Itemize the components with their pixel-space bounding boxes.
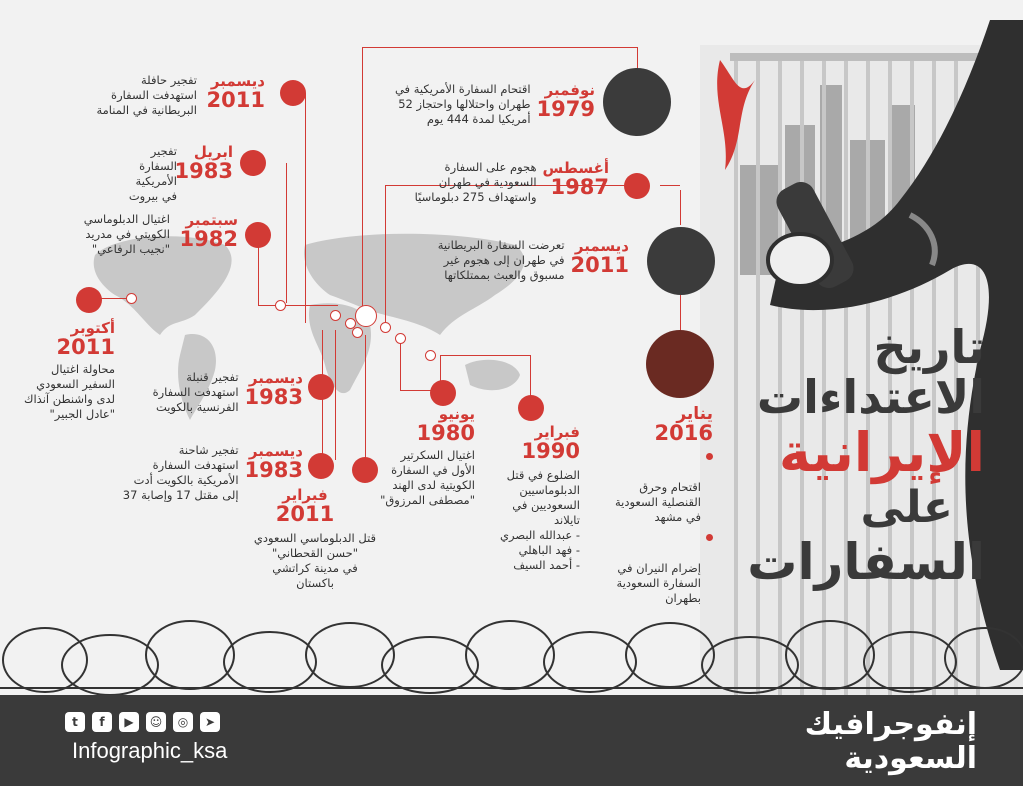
event-desc: اغتيال الدبلوماسي الكويتي في مدريد "نجيب الرفاعي" xyxy=(83,212,170,256)
event-dot xyxy=(240,150,266,176)
event-month: ديسمبر xyxy=(248,369,303,387)
event-month: فبراير xyxy=(534,423,580,441)
event-desc: اغتيال السكرتير الأول في السفارة الكويتية لدى الهند "مصطفى المرزوق" xyxy=(380,448,475,507)
brand-line-1: إنفوجرافيك xyxy=(804,707,977,742)
event-year: 2011 xyxy=(570,253,629,277)
event-dot xyxy=(308,374,334,400)
event-desc: تفجير السفارة الأمريكية في بيروت xyxy=(128,144,177,203)
event-apr1983 xyxy=(113,144,233,204)
event-dot xyxy=(245,222,271,248)
event-desc: محاولة اغتيال السفير السعودي لدى واشنطن آنذاك "عادل الجبير" xyxy=(23,362,115,421)
connector-line xyxy=(385,185,386,325)
event-year: 1979 xyxy=(536,97,595,121)
title-line-2: الاعتداءات xyxy=(756,370,985,424)
connector-line xyxy=(335,330,336,460)
event-year: 1980 xyxy=(416,421,475,445)
event-dot xyxy=(518,395,544,421)
brand-line-2: السعودية xyxy=(844,741,977,776)
event-desc: تفجير شاحنة استهدفت السفارة الأمريكية بالكويت أدت إلى مقتل 17 وإصابة 37 xyxy=(122,443,239,502)
event-year: 2011 xyxy=(56,335,115,359)
event-desc: قتل الدبلوماسي السعودي "حسن القحطاني" في مدينة كراتشي باكستان xyxy=(253,531,377,590)
event-month: أكتوبر xyxy=(70,319,115,337)
event-desc: تعرضت السفارة البريطانية في طهران إلى هجوم غير مسبوق والعبث بممتلكاتها xyxy=(437,238,565,282)
event-year: 1983 xyxy=(244,458,303,482)
event-desc: تفجير قنبلة استهدفت السفارة الفرنسية بالكويت xyxy=(152,370,239,414)
event-jun1980 xyxy=(365,406,475,508)
location-marker xyxy=(330,310,341,321)
event-jan2016 xyxy=(613,406,713,606)
connector-line xyxy=(680,190,681,225)
event-bullet: اقتحام وحرق القنصلية السعودية في مشهد xyxy=(613,450,713,525)
event-year: 1990 xyxy=(521,439,580,463)
location-marker xyxy=(425,350,436,361)
title-line-3: الإيرانية xyxy=(778,421,985,484)
connector-line xyxy=(400,340,401,390)
snapchat-icon[interactable]: ☺ xyxy=(146,712,166,732)
event-dot xyxy=(280,80,306,106)
event-dec1983a xyxy=(133,370,303,415)
connector-line xyxy=(258,305,338,306)
event-month: نوفمبر xyxy=(544,81,595,99)
event-feb2011 xyxy=(245,487,385,591)
bullet-dot xyxy=(706,453,713,460)
event-desc: تفجير حافلة استهدفت السفارة البريطانية في المنامة xyxy=(96,73,197,117)
instagram-icon[interactable]: ◎ xyxy=(173,712,193,732)
event-dot xyxy=(308,453,334,479)
event-month: فبراير xyxy=(282,486,328,504)
event-year: 2011 xyxy=(206,88,265,112)
event-year: 1987 xyxy=(550,175,609,199)
event-sep1982 xyxy=(78,212,238,257)
location-marker xyxy=(275,300,286,311)
footer-handle[interactable]: Infographic_ksa xyxy=(72,738,228,763)
event-nov1979 xyxy=(385,82,595,127)
event-month: سبتمبر xyxy=(185,211,238,229)
youtube-icon[interactable]: ▶ xyxy=(119,712,139,732)
event-dec2011-tehran xyxy=(389,238,629,283)
event-desc: اقتحام السفارة الأمريكية في طهران واحتلالها واحتجاز 52 أمريكيا لمدة 444 يوم xyxy=(394,82,531,126)
telegram-icon[interactable]: ➤ xyxy=(200,712,220,732)
event-month: يناير xyxy=(676,404,713,424)
location-marker xyxy=(380,322,391,333)
event-dot xyxy=(624,173,650,199)
footer-brand-logo xyxy=(805,708,977,776)
title-line-1: تاريخ xyxy=(873,320,985,374)
event-photo xyxy=(647,227,715,295)
location-marker xyxy=(352,327,363,338)
event-month: يونيو xyxy=(438,405,475,423)
event-desc: هجوم على السفارة السعودية في طهران واستهداف 275 دبلوماسيًا xyxy=(414,160,537,204)
event-feb1990 xyxy=(480,424,580,573)
event-month: أغسطس xyxy=(542,159,609,177)
location-marker xyxy=(395,333,406,344)
event-dec2011-manama xyxy=(85,73,265,118)
event-dot xyxy=(76,287,102,313)
facebook-icon[interactable]: f xyxy=(92,712,112,732)
event-month: ديسمبر xyxy=(210,72,265,90)
event-month: ديسمبر xyxy=(248,442,303,460)
event-year: 1982 xyxy=(179,227,238,251)
event-oct2011 xyxy=(5,320,115,422)
location-marker xyxy=(355,305,377,327)
event-photo xyxy=(646,330,714,398)
event-dot xyxy=(430,380,456,406)
connector-line xyxy=(680,295,681,333)
event-year: 1983 xyxy=(244,385,303,409)
connector-line xyxy=(305,93,306,323)
event-year: 2016 xyxy=(654,421,713,445)
event-bullet: إضرام النيران في السفارة السعودية بطهران xyxy=(613,531,713,606)
twitter-icon[interactable]: t xyxy=(65,712,85,732)
connector-line xyxy=(660,185,680,186)
event-year: 1983 xyxy=(174,159,233,183)
connector-line xyxy=(362,47,363,325)
barbed-wire xyxy=(0,610,1023,695)
location-marker xyxy=(126,293,137,304)
event-month: ديسمبر xyxy=(574,237,629,255)
connector-line xyxy=(362,47,637,48)
event-photo xyxy=(603,68,671,136)
connector-line xyxy=(440,355,530,356)
bullet-dot xyxy=(706,534,713,541)
title-line-4: على xyxy=(860,482,953,533)
connector-line xyxy=(322,330,323,470)
event-desc: الضلوع في قتل الدبلوماسيين السعوديين في تايلاند - عبدالله البصري - فهد الباهلي - أحمد السيف xyxy=(500,468,580,572)
event-aug1987 xyxy=(399,160,609,205)
event-year: 2011 xyxy=(275,502,335,526)
connector-line xyxy=(286,163,287,303)
event-month: ابريل xyxy=(193,143,233,161)
title-line-5: السفارات xyxy=(747,533,985,591)
